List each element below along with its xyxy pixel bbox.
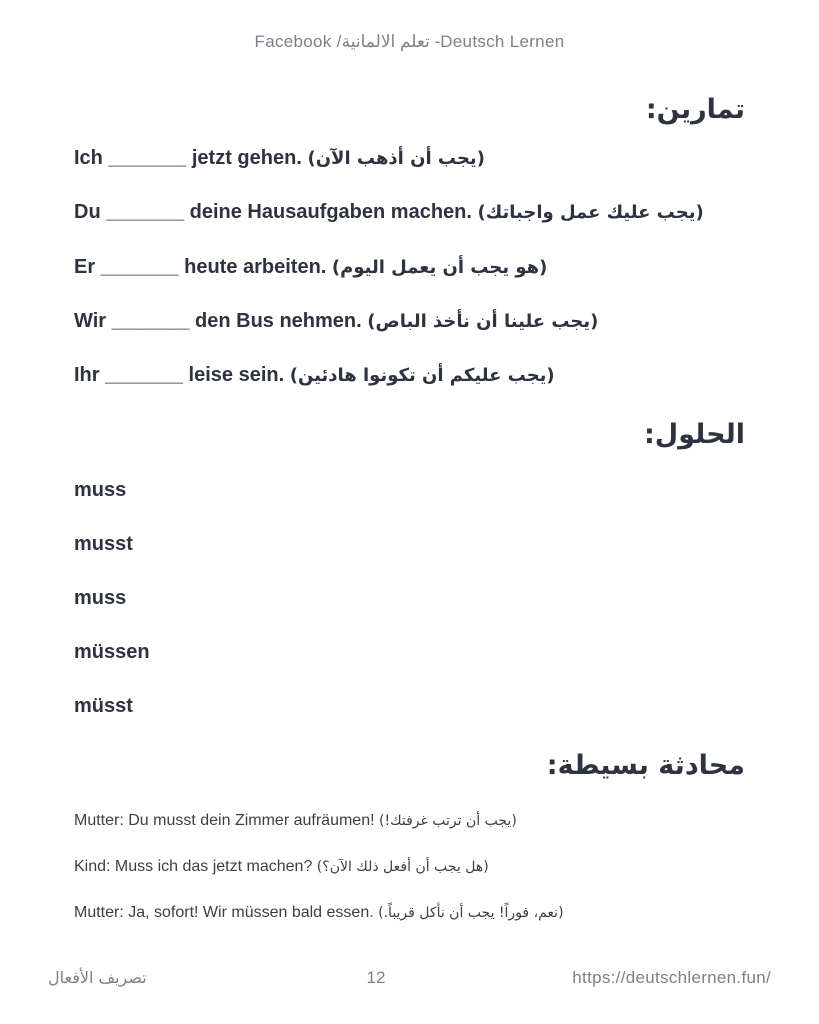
exercise-german: Wir _______ den Bus nehmen.	[74, 310, 362, 332]
exercise-arabic: (يجب عليك عمل واجباتك)	[477, 202, 704, 223]
dialog-german: Mutter: Du musst dein Zimmer aufräumen!	[74, 812, 375, 829]
dialog-arabic: (.نعم، فوراً! يجب أن نأكل قريباً)	[378, 905, 564, 921]
exercise-german: Ich _______ jetzt gehen.	[74, 147, 302, 169]
dialog-line	[74, 858, 489, 876]
exercises-heading: تمارين:	[645, 94, 745, 125]
page-header: Facebook /تعلم الالمانية -Deutsch Lernen	[254, 32, 565, 51]
exercise-arabic: (يجب أن أذهب الآن)	[307, 148, 485, 169]
dialog-arabic: (!يجب أن ترتب غرفتك)	[379, 813, 517, 829]
page-number: 12	[366, 968, 386, 987]
dialog-german: Kind: Muss ich das jetzt machen?	[74, 858, 313, 875]
solution-item: müssen	[74, 641, 150, 663]
dialog-line	[74, 904, 564, 922]
exercise-item	[74, 256, 547, 279]
dialog-line	[74, 812, 517, 830]
solution-item: musst	[74, 533, 133, 555]
exercise-item	[74, 364, 555, 387]
exercise-arabic: (يجب عليكم أن تكونوا هادئين)	[289, 365, 555, 386]
solution-item: müsst	[74, 695, 133, 717]
exercise-german: Ihr _______ leise sein.	[74, 364, 285, 386]
solution-item: muss	[74, 587, 127, 609]
exercise-arabic: (يجب علينا أن نأخذ الباص)	[367, 311, 599, 332]
exercise-arabic: (هو يجب أن يعمل اليوم)	[331, 257, 548, 278]
solutions-heading: الحلول:	[643, 419, 745, 450]
dialog-heading: محادثة بسيطة:	[546, 750, 745, 781]
exercise-item	[74, 147, 485, 170]
exercise-item	[74, 310, 598, 333]
exercise-item	[74, 201, 704, 224]
exercise-german: Du _______ deine Hausaufgaben machen.	[74, 201, 472, 223]
footer-url-link[interactable]: https://deutschlernen.fun/	[572, 968, 771, 987]
exercise-german: Er _______ heute arbeiten.	[74, 256, 327, 278]
footer-chapter-title: تصريف الأفعال	[48, 968, 147, 987]
dialog-german: Mutter: Ja, sofort! Wir müssen bald essen.	[74, 904, 374, 921]
dialog-arabic: (هل يجب أن أفعل ذلك الآن؟)	[316, 859, 489, 875]
solution-item: muss	[74, 479, 127, 501]
